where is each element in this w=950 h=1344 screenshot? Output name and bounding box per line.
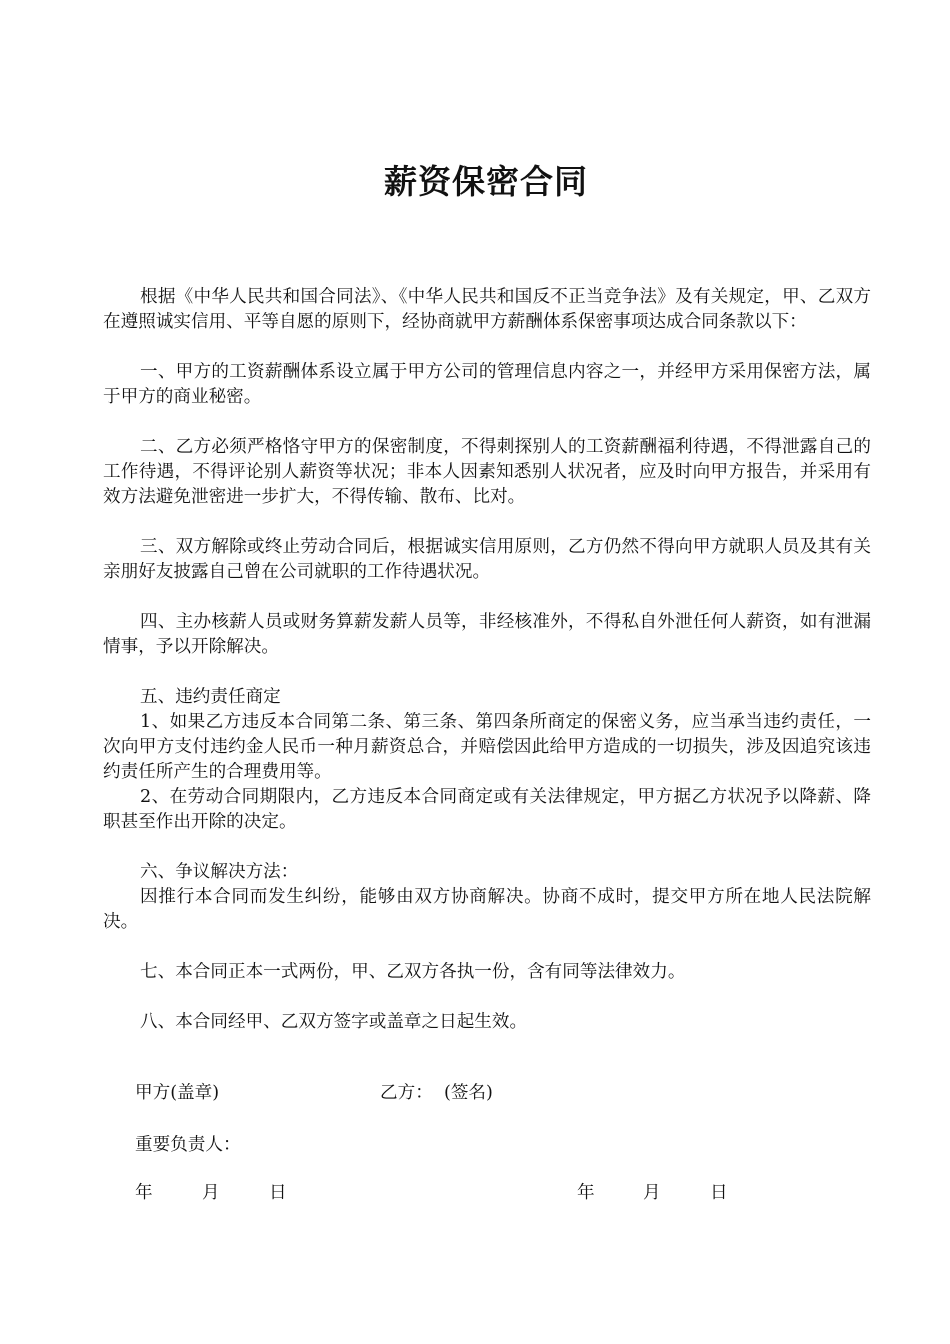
party-a-date-day: 日 — [269, 1183, 287, 1203]
party-b-date-day: 日 — [710, 1183, 728, 1203]
clause-5-item-1: 1、如果乙方违反本合同第二条、第三条、第四条所商定的保密义务，应当承当违约责任，一次向甲方支付违约金人民币一种月薪资总合，并赔偿因此给甲方造成的一切损失，涉及因追究该违约责任所产生的合理费用等。 — [103, 712, 871, 782]
clause-8: 八、本合同经甲、乙双方签字或盖章之日起生效。 — [140, 1012, 528, 1032]
party-b-date-year: 年 — [577, 1183, 595, 1203]
clause-3: 三、双方解除或终止劳动合同后，根据诚实信用原则，乙方仍然不得向甲方就职人员及其有关亲朋好友披露自己曾在公司就职的工作待遇状况。 — [103, 537, 871, 582]
clause-4: 四、主办核薪人员或财务算薪发薪人员等，非经核准外，不得私自外泄任何人薪资，如有泄漏情事，予以开除解决。 — [103, 612, 871, 657]
clause-6-body: 因推行本合同而发生纠纷，能够由双方协商解决。协商不成时，提交甲方所在地人民法院解决。 — [103, 887, 871, 932]
clause-6-heading: 六、争议解决方法： — [140, 862, 299, 882]
document-title: 薪资保密合同 — [384, 162, 588, 201]
paragraph-spacer — [103, 935, 871, 960]
party-b-date-month: 月 — [643, 1183, 661, 1203]
paragraph-spacer — [103, 660, 871, 685]
party-b-signature-label: 乙方： (签名) — [380, 1083, 493, 1103]
clause-7: 七、本合同正本一式两份，甲、乙双方各执一份，含有同等法律效力。 — [140, 962, 686, 982]
paragraph-spacer — [103, 335, 871, 360]
paragraph-spacer — [103, 410, 871, 435]
party-a-date-month: 月 — [202, 1183, 220, 1203]
signature-parties-row — [135, 1081, 735, 1106]
signature-dates-row — [135, 1181, 755, 1206]
paragraph-spacer — [103, 985, 871, 1010]
clause-1: 一、甲方的工资薪酬体系设立属于甲方公司的管理信息内容之一，并经甲方采用保密方法，属于甲方的商业秘密。 — [103, 362, 871, 407]
party-a-seal-label: 甲方(盖章) — [135, 1083, 220, 1103]
paragraph-spacer — [103, 510, 871, 535]
clause-2: 二、乙方必须严格恪守甲方的保密制度，不得刺探别人的工资薪酬福利待遇，不得泄露自己的工作待遇，不得评论别人薪资等状况；非本人因素知悉别人状况者，应及时向甲方报告，并采用有效方法避免泄密进一步扩大，不得传输、散布、比对。 — [103, 437, 871, 507]
contract-body — [103, 285, 871, 1035]
preamble-paragraph: 根据《中华人民共和国合同法》、《中华人民共和国反不正当竞争法》及有关规定，甲、乙双方在遵照诚实信用、平等自愿的原则下，经协商就甲方薪酬体系保密事项达成合同条款以下： — [103, 287, 871, 332]
party-a-date-year: 年 — [135, 1183, 153, 1203]
clause-5-item-2: 2、在劳动合同期限内，乙方违反本合同商定或有关法律规定，甲方据乙方状况予以降薪、降职甚至作出开除的决定。 — [103, 787, 871, 832]
responsible-person-row — [135, 1133, 435, 1158]
responsible-person-label: 重要负责人： — [135, 1135, 241, 1155]
clause-5-heading: 五、违约责任商定 — [140, 687, 281, 707]
paragraph-spacer — [103, 585, 871, 610]
paragraph-spacer — [103, 835, 871, 860]
